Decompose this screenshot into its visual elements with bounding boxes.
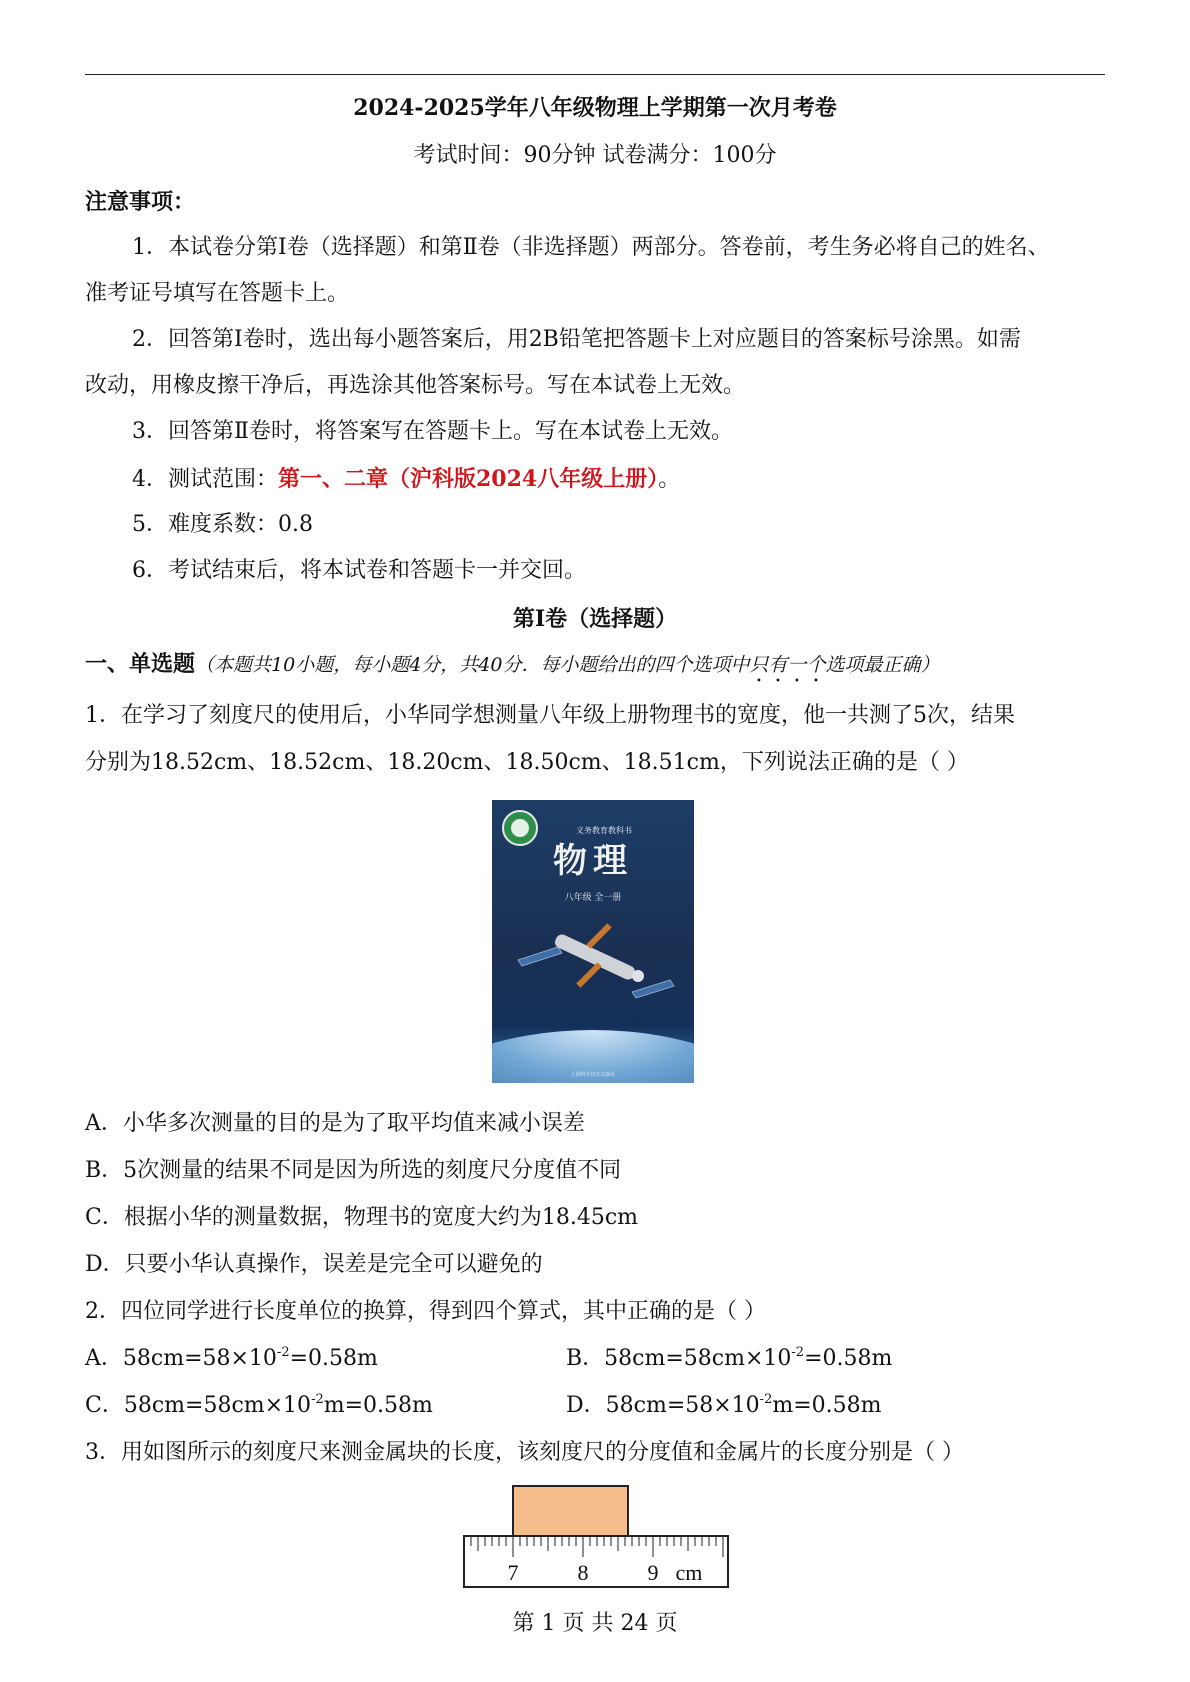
ruler-diagram [462, 1484, 732, 1589]
q1-option-a: A．小华多次测量的目的是为了取平均值来减小误差 [85, 1111, 585, 1136]
notice-item-4 [132, 463, 1105, 496]
ruler-svg [462, 1484, 732, 1589]
part-note-text: （本题共10小题，每小题4分，共40分．每小题给出的四个选项中 [195, 654, 750, 676]
notice-item-2: 2．回答第Ⅰ卷时，选出每小题答案后，用2B铅笔把答题卡上对应题目的答案标号涂黑。如需 [132, 327, 1021, 352]
cover-series: 义务教育教科书 [576, 826, 632, 835]
q2-stem: 2．四位同学进行长度单位的换算，得到四个算式，其中正确的是（ ） [85, 1299, 766, 1324]
ruler-unit: cm [675, 1560, 703, 1585]
cover-publisher: 上海科学技术出版社 [570, 1072, 616, 1078]
ruler-label-8: 8 [577, 1560, 589, 1585]
page-title: 2024-2025学年八年级物理上学期第一次月考卷 [353, 95, 837, 121]
q2-a-text: A．58cm=58×10 [85, 1346, 277, 1371]
part-heading [85, 648, 1105, 687]
q2-b-exponent: -2 [791, 1345, 805, 1360]
notice-item-2-cont: 改动，用橡皮擦干净后，再选涂其他答案标号。写在本试卷上无效。 [85, 373, 746, 398]
notice-item-4-prefix: 4．测试范围： [132, 467, 278, 492]
notice-item-3: 3．回答第Ⅱ卷时，将答案写在答题卡上。写在本试卷上无效。 [132, 419, 733, 444]
notice-item-1: 1．本试卷分第Ⅰ卷（选择题）和第Ⅱ卷（非选择题）两部分。答卷前，考生务必将自己的姓名、 [132, 235, 1050, 260]
q3-stem: 3．用如图所示的刻度尺来测金属块的长度，该刻度尺的分度值和金属片的长度分别是（ ） [85, 1440, 964, 1465]
book-cover-illustration [492, 800, 694, 1083]
q1-stem: 1．在学习了刻度尺的使用后，小华同学想测量八年级上册物理书的宽度，他一共测了5次，结果 [85, 703, 1015, 728]
test-scope: 第一、二章（沪科版2024八年级上册） [278, 466, 659, 492]
q2-option-c [85, 1390, 433, 1422]
q2-d-exponent: -2 [759, 1392, 773, 1407]
notice-item-4-suffix: 。 [658, 467, 681, 492]
notice-item-5: 5．难度系数：0.8 [132, 512, 313, 537]
q1-option-b: B．5次测量的结果不同是因为所选的刻度尺分度值不同 [85, 1158, 622, 1183]
cover-grade: 八年级 全一册 [564, 893, 622, 903]
notice-item-6: 6．考试结束后，将本试卷和答题卡一并交回。 [132, 558, 586, 583]
q2-b-text: B．58cm=58cm×10 [566, 1346, 792, 1371]
q2-c-exponent: -2 [311, 1392, 324, 1407]
q1-option-d: D．只要小华认真操作，误差是完全可以避免的 [85, 1252, 543, 1277]
q2-c-result: m=0.58m [323, 1393, 433, 1418]
header-rule [85, 74, 1105, 75]
q2-d-result: m=0.58m [772, 1393, 882, 1418]
q2-option-d [566, 1390, 881, 1422]
part-note-emphasis: 只有一个 [749, 654, 826, 676]
page-footer: 第 1 页 共 24 页 [512, 1611, 678, 1636]
physics-book-cover [492, 800, 694, 1083]
part-note [195, 654, 939, 676]
q2-a-exponent: -2 [276, 1345, 290, 1360]
cover-title: 物理 [553, 841, 633, 881]
q1-stem-cont: 分别为18.52cm、18.52cm、18.20cm、18.50cm、18.51cm，下列说法正确的是（ ） [85, 750, 969, 775]
metal-block [513, 1486, 628, 1537]
q2-a-result: =0.58m [289, 1346, 378, 1371]
q2-option-a [85, 1343, 378, 1375]
ruler-label-9: 9 [647, 1560, 659, 1585]
q2-d-text: D．58cm=58×10 [566, 1393, 760, 1418]
notice-item-1-cont: 准考证号填写在答题卡上。 [85, 281, 350, 306]
q2-b-result: =0.58m [804, 1346, 893, 1371]
part-label: 一、单选题 [85, 651, 196, 677]
notice-heading: 注意事项： [85, 189, 196, 215]
exam-info: 考试时间：90分钟 试卷满分：100分 [413, 143, 777, 168]
q1-option-c: C．根据小华的测量数据，物理书的宽度大约为18.45cm [85, 1205, 638, 1230]
section-title: 第Ⅰ卷（选择题） [512, 606, 678, 632]
ruler-label-7: 7 [507, 1560, 519, 1585]
q2-option-b [566, 1343, 892, 1375]
part-note-tail: 选项最正确） [825, 654, 940, 676]
q2-c-text: C．58cm=58cm×10 [85, 1393, 312, 1418]
